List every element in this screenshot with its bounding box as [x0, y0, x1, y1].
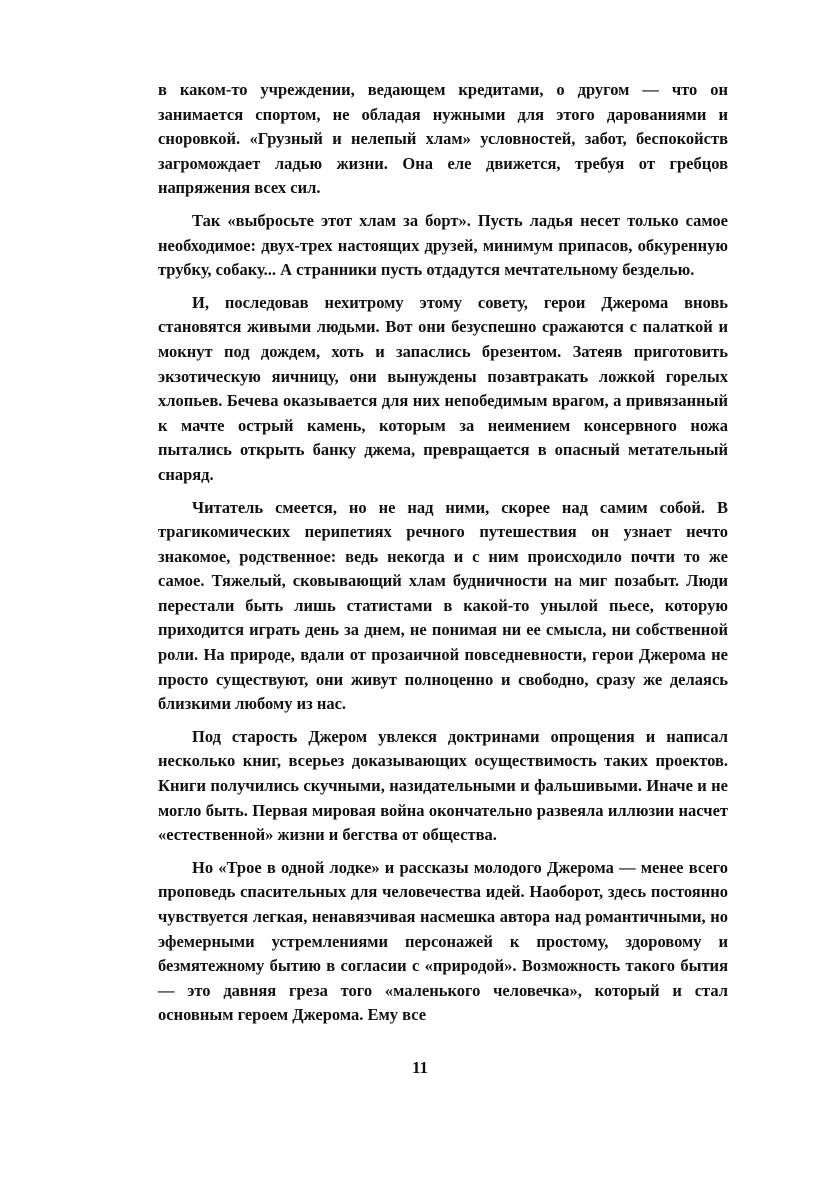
- paragraph-6: Но «Трое в одной лодке» и рассказы молодого Джерома — менее всего проповедь спасительных для человечества идей. Наоборот, здесь постоянно чувствуется легкая, ненавязчивая насмешка автора над романтичными, но эфемерными устремлениями персонажей к простому, здоровому и безмятежному бытию в согласии с «природой». Возможность такого бытия — это давняя греза того «маленького человечка», который и стал основным героем Джерома. Ему все: [158, 857, 728, 1025]
- paragraph-4: Читатель смеется, но не над ними, скорее над самим собой. В трагикомических перипетиях речного путешествия он узнает нечто знакомое, родственное: ведь некогда и с ним происходило почти то же самое. Тяжелый, сковывающий хлам будничности на миг позабыт. Люди перестали быть лишь статистами в какой-то унылой пьесе, которую приходится играть день за днем, не понимая ни ее смысла, ни собственной роли. На природе, вдали от прозаичной повседневности, герои Джерома не просто существуют, они живут полноценно и свободно, сразу же делаясь близкими любому из нас.: [158, 497, 728, 714]
- page-body: [158, 78, 728, 1036]
- paragraph-3: И, последовав нехитрому этому совету, герои Джерома вновь становятся живыми людьми. Вот они безуспешно сражаются с палаткой и мокнут под дождем, хоть и запаслись брезентом. Затеяв приготовить экзотическую яичницу, они вынуждены позавтракать ложкой горелых хлопьев. Бечева оказывается для них непобедимым врагом, а привязанный к мачте острый камень, которым за неимением консервного ножа пытались открыть банку джема, превращается в опасный метательный снаряд.: [158, 292, 728, 484]
- paragraph-5: Под старость Джером увлекся доктринами опрощения и написал несколько книг, всерьез доказывающих осуществимость таких проектов. Книги получились скучными, назидательными и фальшивыми. Иначе и не могло быть. Первая мировая война окончательно развеяла иллюзии насчет «естественной» жизни и бегства от общества.: [158, 726, 728, 845]
- page-number: 11: [411, 1058, 429, 1077]
- paragraph-2: Так «выбросьте этот хлам за борт». Пусть ладья несет только самое необходимое: двух-трех настоящих друзей, минимум припасов, обкуренную трубку, собаку... А странники пусть отдадутся мечтательному безделью.: [158, 210, 728, 280]
- paragraph-1: в каком-то учреждении, ведающем кредитами, о другом — что он занимается спортом, не обладая нужными для этого дарованиями и сноровкой. «Грузный и нелепый хлам» условностей, забот, беспокойств загромождает ладью жизни. Она еле движется, требуя от гребцов напряжения всех сил.: [158, 80, 728, 198]
